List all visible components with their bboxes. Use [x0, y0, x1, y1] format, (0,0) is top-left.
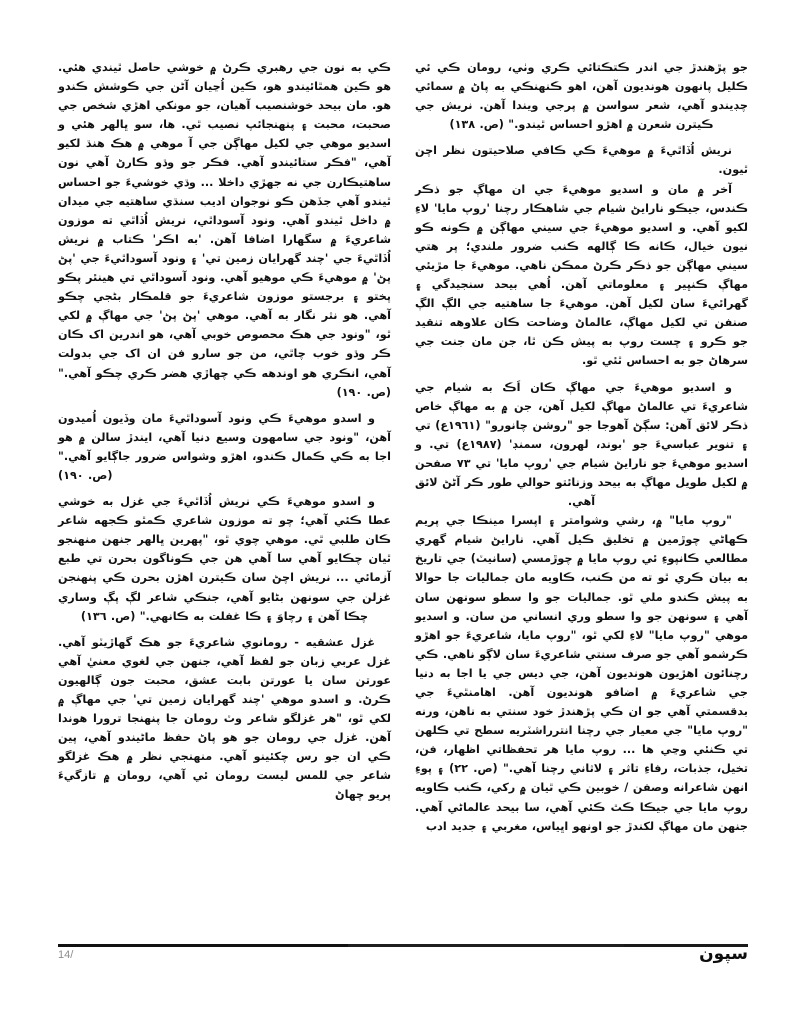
paragraph: و اسدو موهيءَ ڪي ونود آسوداٿيءَ مان وڏيون اُميدون آهن، "ونود جي سامهون وسيع دنيا آهي، ايندڙ سالن ۾ هو اجا به ڪي ڪمال ڪندو، اهڙو وشواس ضرور جاڳايو آهي." (ص. ١٩٠) — [58, 411, 391, 482]
paragraph: غزل عشقيه - رومانوي شاعريءَ جو هڪ گهاڙيٽو آهي. غزل عربي زبان جو لفظ آهي، جنهن جي لغوي معنيٰ آهي عورتن سان يا عورتن بابت عشق، محبت جون ڳالهيون ڪرڻ. و اسدو موهي 'چند گهرايان زمين تي' جي مهاڳ ۾ لکي ٿو، "هر غزلگو شاعر وٽ رومان جا پنهنجا ترورا هوندا آهن. غزل جي رومان جو هو پاڻ حفظ ماڻيندو آهي، پين ڪي ان جو رس چکئينو آهي. منهنجي نظر ۾ هڪ غزلگو شاعر جي للمس ليست رومان ئي آهي، رومان ۾ تازگيءَ پريو چهاڻ — [58, 635, 391, 802]
paragraph-spacer — [58, 626, 391, 633]
footer-divider-thick-segment — [58, 944, 348, 948]
column-right — [58, 58, 391, 930]
paragraph: نريش اُڏاٿيءَ ۾ موهيءَ ڪي ڪافي صلاحيتون نظر اچن ٿيون. — [415, 144, 748, 177]
paragraph: جو پڙهندڙ جي اندر ڪتڪتائي ڪري وٺي، رومان ڪي ئي ڪليل پانهون هونديون آهن، اهو ڪنهنڪي به پاڻ ۾ سمائي چڊيندو آهي، شعر سواسن ۾ پرجي ويندا آهن. نريش جي ڪيترن شعرن ۾ اهڙو احساس ٿيندو." (ص. ١٣٨) — [415, 61, 748, 132]
two-column-content — [58, 58, 748, 930]
footer-divider-mid-segment — [348, 944, 624, 946]
page-footer — [58, 944, 748, 984]
page-number: 14/ — [58, 949, 74, 961]
paragraph-spacer — [415, 134, 748, 141]
paragraph: آخر ۾ مان و اسديو موهيءَ جي ان مهاڳ جو ذڪر ڪندس، جيڪو نارايڻ شيام جي شاهڪار رچنا 'روپ مايا' لاءِ لکيو آهي. و اسديو موهيءَ جي سيني مهاڳن ۾ ڪونه ڪو نيون خيال، ڪانه ڪا ڳالهه ڪنب ضرور ملندي؛ پر هتي سيني مهاڳن جو ذڪر ڪرڻ ممڪن ناهي. موهيءَ جا مڙيئي مهاڳ ڪنڀير ۽ معلوماتي آهن. اُهي بيحد سنجيدگي ۽ گهرائيءَ سان لکيل آهن. موهيءَ جا ساهتيه جي الڳ الڳ صنفن تي لکيل مهاڳ، عالماڻ وضاحت ڪان علاوهه تنقيد جو ڪرو ۽ چست روپ به پيش ڪن ٿا، جن مان جنت جي سرهاڻ جو به احساس ٿئي ٿو. — [415, 182, 748, 368]
footer-divider — [58, 944, 748, 947]
paragraph-spacer — [415, 371, 748, 378]
paragraph: ڪي به نون جي رهبري ڪرڻ ۾ خوشي حاصل ٿيندي هئي. هو ڪين همٿائيندو هو، ڪين اُڃيان آڻن جي ڪوشش ڪندو هو. مان بيحد خوشنصيب آهيان، جو مونکي اهڙي شخص جي صحبت، محبت ۽ پنهنجائپ نصيب ٿي. ها، سو ڀالهر هئي و اسديو موهي جي لکيل مهاڳن جي آ موهي ۾ هڪ هنڌ لکيو آهي، "فڪر ستائيندو آهي. فڪر جو وڌو ڪارڻ آهي نون ساهتيڪارن جي نه جهڙي داخلا ... وڌي خوشيءَ جو احساس ٿيندو آهي جڏهن ڪو نوجوان اديب سنڌي ساهتيه جي ميدان ۾ داخل ٿيندو آهي. ونود آسوداٿي، نريش اُڏاٿي ته موزون شاعريءَ ۾ سگهارا اضافا آهن. 'به اڪر' ڪتاب ۾ نريش اُڏاٿيءَ جي 'چند گهرايان زمين تي' ۽ ونود آسوداٿيءَ جي 'پڻ پڻ' ۾ موهيءَ ڪي موهيو آهي. ونود آسوداٿي تي هينئر پڪو پختو ۽ برجستو موزون شاعريءَ جو قلمڪار بڻجي چڪو آهي. هو نثر نگار به آهي. موهي 'پڻ پڻ' جي مهاڳ ۾ لکي ٿو، "ونود جي هڪ محصوص خوبي آهي، هو اندرين اک ڪان ڪر وڌو خوب چاٿي، من جو سارو فن ان اک جي بدولت آهي، انڪري هو اوندهه ڪي چهاڙي هضر ڪري چڪو آهي." (ص. ١٩٠) — [58, 61, 391, 399]
paragraph-spacer — [58, 402, 391, 409]
column-left — [415, 58, 748, 930]
paragraph: و اسدو موهيءَ ڪي نريش اُڏاٿيءَ جي غزل به خوشي عطا ڪئي آهي؛ چو ته موزون شاعري ڪمٿو ڪجهه شاعر ڪان طلبي ٿي. موهي چوي ٿو، "پهرين ڀالهر جنهن منهنجو ٿيان چڪايو آهي سا آهي هن جي ڪوناگون بحرن تي طبع آزمائي ... نريش اچڻ سان ڪيترن اهڙن بحرن ڪي پنهنجن غزلن جي سونهن بڻايو آهي، جنڪي شاعر لڳ پڳ وساري چڪا آهن ۽ رچاوَ ۽ ڪا غفلت به ڪانهي." (ص. ١٣٦) — [58, 495, 391, 623]
paragraph-spacer — [58, 485, 391, 492]
paragraph: "روپ مايا" ۾، رشي وشوامتر ۽ اپسرا مينڪا جي پريم ڪهاڻي چوڙمين ۾ تخليق ڪيل آهي. نارايڻ شيام گهري مطالعي ڪانپوءِ ئي روپ مايا ۾ چوڙمسي (سانيٽ) جي تاريخ به بيان ڪري ٿو ته من ڪنب، ڪاويه مان جماليات جا حوالا به پيش ڪندو ملي ٿو. جماليات جو وا سطو سونهن سان آهي ۽ سونهن جو وا سطو وري انساني من سان. و اسديو موهي "روپ مايا" لاءِ لکي ٿو، "روپ مايا، شاعريءَ جو اهڙو ڪرشمو آهي جو صرف سنتي شاعريءَ سان لاڳو ناهي. ڪي رچنائون اهڙيون هونديون آهن، جي ديس جي يا اجا به دنيا جي شاعريءَ ۾ اضافو هونديون آهن. اهامنٿيءَ جي بدقسمتي آهي جو ان ڪي پڙهندڙ خود سنتي به ناهن، ورنه "روپ مايا" جي معيار جي رچنا انترراشٽريه سطح تي ڪلهن تي ڪنئي وڃي ها ... روپ مايا هر تحفظاتي اظهار، فن، تخيل، جذبات، رفاءِ تاثر ۽ لاثاني رچنا آهي." (ص. ٢٢) ۽ پوءِ انهن شاعرانه وصفن / خوبين ڪي ٿيان ۾ رکي، ڪنب ڪاويه روپ مايا جي جيڪا ڪٿ ڪئي آهي، سا بيحد عالماڻي آهي. جنهن مان مهاڳ لکندڙ جو اونهو اڀياس، مغربي ۽ جديد ادب — [415, 514, 748, 833]
paragraph: و اسديو موهيءَ جي مهاڳ ڪان اَڪ به شيام جي شاعريءَ تي عالماڻ مهاڳ لکيل آهن، جن ۾ به مهاڳ خاص ذڪر لائق آهن: سڳڻ آهوجا جو "روشن چانورو" (١٩٦١ع) تي ۽ تنوير عباسيءَ جو 'بوند، لهرون، سمنڊ' (١٩٨٧ع) تي. و اسديو موهيءَ جو نارايڻ شيام جي 'روپ مايا' تي ٧٣ صفحن ۾ لکيل طويل مهاڳ به بيحد وزنائتو حوالي طور ڪر آڻڻ لائق آهي. — [415, 380, 749, 509]
footer-row — [58, 944, 748, 964]
footer-book-title: سپون — [699, 944, 748, 964]
